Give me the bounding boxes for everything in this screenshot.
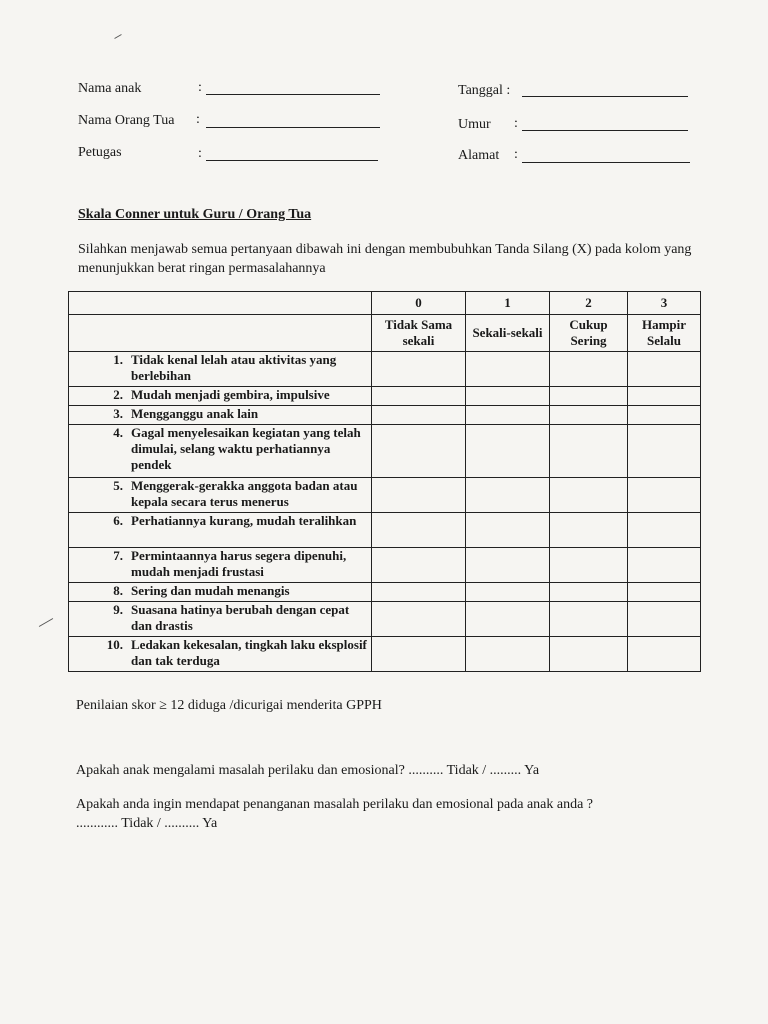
conner-scale-table: [68, 291, 701, 672]
score-label-row: [69, 315, 701, 352]
answer-cell-score-0[interactable]: [372, 602, 466, 637]
score-1-label: Sekali-sekali: [466, 315, 550, 352]
answer-cell-score-3[interactable]: [628, 478, 701, 513]
score-2-header: 2: [550, 292, 628, 315]
item-cell: [69, 478, 372, 513]
answer-cell-score-1[interactable]: [466, 425, 550, 478]
tanggal-field[interactable]: [458, 82, 510, 100]
answer-cell-score-0[interactable]: [372, 352, 466, 387]
petugas-label: Petugas: [78, 145, 122, 160]
answer-cell-score-3[interactable]: [628, 548, 701, 583]
table-row: [69, 478, 701, 513]
item-text: Permintaannya harus segera dipenuhi, mudah menjadi frustasi: [131, 548, 347, 579]
colon: :: [514, 116, 518, 131]
table-row: [69, 637, 701, 672]
answer-cell-score-3[interactable]: [628, 425, 701, 478]
pen-mark: [39, 618, 53, 627]
item-cell: [69, 602, 372, 637]
tanggal-label: Tanggal :: [458, 83, 511, 98]
score-2-label: Cukup Sering: [550, 315, 628, 352]
table-row: [69, 387, 701, 406]
score-1-header: 1: [466, 292, 550, 315]
answer-cell-score-1[interactable]: [466, 583, 550, 602]
colon: :: [514, 147, 518, 162]
answer-cell-score-2[interactable]: [550, 352, 628, 387]
answer-cell-score-2[interactable]: [550, 425, 628, 478]
answer-cell-score-2[interactable]: [550, 387, 628, 406]
item-cell: [69, 387, 372, 406]
empty-header-cell: [69, 292, 372, 315]
answer-cell-score-1[interactable]: [466, 406, 550, 425]
score-3-label: Hampir Selalu: [628, 315, 701, 352]
answer-cell-score-3[interactable]: [628, 352, 701, 387]
answer-cell-score-1[interactable]: [466, 478, 550, 513]
answer-cell-score-3[interactable]: [628, 513, 701, 548]
umur-label: Umur: [458, 117, 491, 132]
item-number: 7.: [113, 548, 123, 563]
answer-cell-score-1[interactable]: [466, 637, 550, 672]
item-text: Sering dan mudah menangis: [131, 583, 290, 598]
item-number: 10.: [106, 637, 123, 652]
answer-cell-score-2[interactable]: [550, 548, 628, 583]
answer-cell-score-2[interactable]: [550, 602, 628, 637]
answer-cell-score-1[interactable]: [466, 387, 550, 406]
score-0-label: Tidak Sama sekali: [372, 315, 466, 352]
colon: :: [198, 146, 202, 161]
item-cell: [69, 548, 372, 583]
colon: :: [196, 112, 200, 127]
nama-anak-label: Nama anak: [78, 81, 142, 96]
question-1[interactable]: Apakah anak mengalami masalah perilaku dan emosional? .......... Tidak / ......... Ya: [76, 763, 540, 778]
table-row: [69, 602, 701, 637]
nama-orang-tua-label: Nama Orang Tua: [78, 113, 175, 128]
answer-cell-score-2[interactable]: [550, 478, 628, 513]
table-row: [69, 425, 701, 478]
item-number: 2.: [113, 387, 123, 402]
answer-cell-score-3[interactable]: [628, 602, 701, 637]
item-number: 1.: [113, 352, 123, 367]
score-0-header: 0: [372, 292, 466, 315]
item-text: Mudah menjadi gembira, impulsive: [131, 387, 330, 402]
empty-header-cell: [69, 315, 372, 352]
score-3-header: 3: [628, 292, 701, 315]
answer-cell-score-1[interactable]: [466, 513, 550, 548]
item-number: 3.: [113, 406, 123, 421]
item-cell: [69, 513, 372, 548]
alamat-field[interactable]: [458, 147, 499, 165]
table-row: [69, 583, 701, 602]
answer-cell-score-0[interactable]: [372, 513, 466, 548]
answer-cell-score-0[interactable]: [372, 406, 466, 425]
item-text: Gagal menyelesaikan kegiatan yang telah dimulai, selang waktu perhatiannya pendek: [131, 425, 361, 472]
answer-cell-score-2[interactable]: [550, 583, 628, 602]
question-2-line-2: ............ Tidak / .......... Ya: [76, 816, 218, 831]
item-number: 6.: [113, 513, 123, 528]
answer-cell-score-0[interactable]: [372, 387, 466, 406]
nama-anak-field[interactable]: [78, 80, 141, 98]
item-cell: [69, 425, 372, 478]
score-number-row: [69, 292, 701, 315]
answer-cell-score-3[interactable]: [628, 637, 701, 672]
item-cell: [69, 406, 372, 425]
answer-cell-score-0[interactable]: [372, 548, 466, 583]
item-text: Menggerak-gerakka anggota badan atau kepala secara terus menerus: [131, 478, 358, 509]
form-title: Skala Conner untuk Guru / Orang Tua: [78, 207, 312, 222]
item-cell: [69, 583, 372, 602]
alamat-label: Alamat: [458, 148, 500, 163]
answer-cell-score-3[interactable]: [628, 583, 701, 602]
question-2[interactable]: [76, 795, 696, 833]
table-row: [69, 548, 701, 583]
item-text: Tidak kenal lelah atau aktivitas yang berlebihan: [131, 352, 337, 383]
item-text: Mengganggu anak lain: [131, 406, 259, 421]
petugas-field[interactable]: [78, 144, 122, 162]
table-row: [69, 352, 701, 387]
answer-cell-score-3[interactable]: [628, 406, 701, 425]
item-text: Perhatiannya kurang, mudah teralihkan: [131, 513, 357, 528]
answer-cell-score-0[interactable]: [372, 478, 466, 513]
item-text: Ledakan kekesalan, tingkah laku eksplosif dan tak terduga: [131, 637, 367, 668]
colon: :: [198, 80, 202, 95]
question-2-line-1: Apakah anda ingin mendapat penanganan masalah perilaku dan emosional pada anak anda ?: [76, 797, 594, 812]
item-text: Suasana hatinya berubah dengan cepat dan drastis: [131, 602, 350, 633]
table-row: [69, 406, 701, 425]
answer-cell-score-2[interactable]: [550, 637, 628, 672]
pen-mark: [114, 34, 121, 39]
score-note: Penilaian skor ≥ 12 diduga /dicurigai menderita GPPH: [76, 698, 382, 713]
item-number: 9.: [113, 602, 123, 617]
instruction-text: Silahkan menjawab semua pertanyaan dibawah ini dengan membubuhkan Tanda Silang (X) pada kolom yang menunjukkan berat ringan permasalahannya: [78, 242, 692, 276]
umur-field[interactable]: [458, 116, 491, 134]
item-number: 4.: [113, 425, 123, 440]
item-number: 8.: [113, 583, 123, 598]
table-row: [69, 513, 701, 548]
answer-cell-score-2[interactable]: [550, 513, 628, 548]
answer-cell-score-1[interactable]: [466, 352, 550, 387]
answer-cell-score-3[interactable]: [628, 387, 701, 406]
answer-cell-score-0[interactable]: [372, 425, 466, 478]
answer-cell-score-1[interactable]: [466, 548, 550, 583]
answer-cell-score-1[interactable]: [466, 602, 550, 637]
item-number: 5.: [113, 478, 123, 493]
item-cell: [69, 352, 372, 387]
answer-cell-score-2[interactable]: [550, 406, 628, 425]
answer-cell-score-0[interactable]: [372, 637, 466, 672]
answer-cell-score-0[interactable]: [372, 583, 466, 602]
item-cell: [69, 637, 372, 672]
nama-orang-tua-field[interactable]: [78, 112, 174, 130]
